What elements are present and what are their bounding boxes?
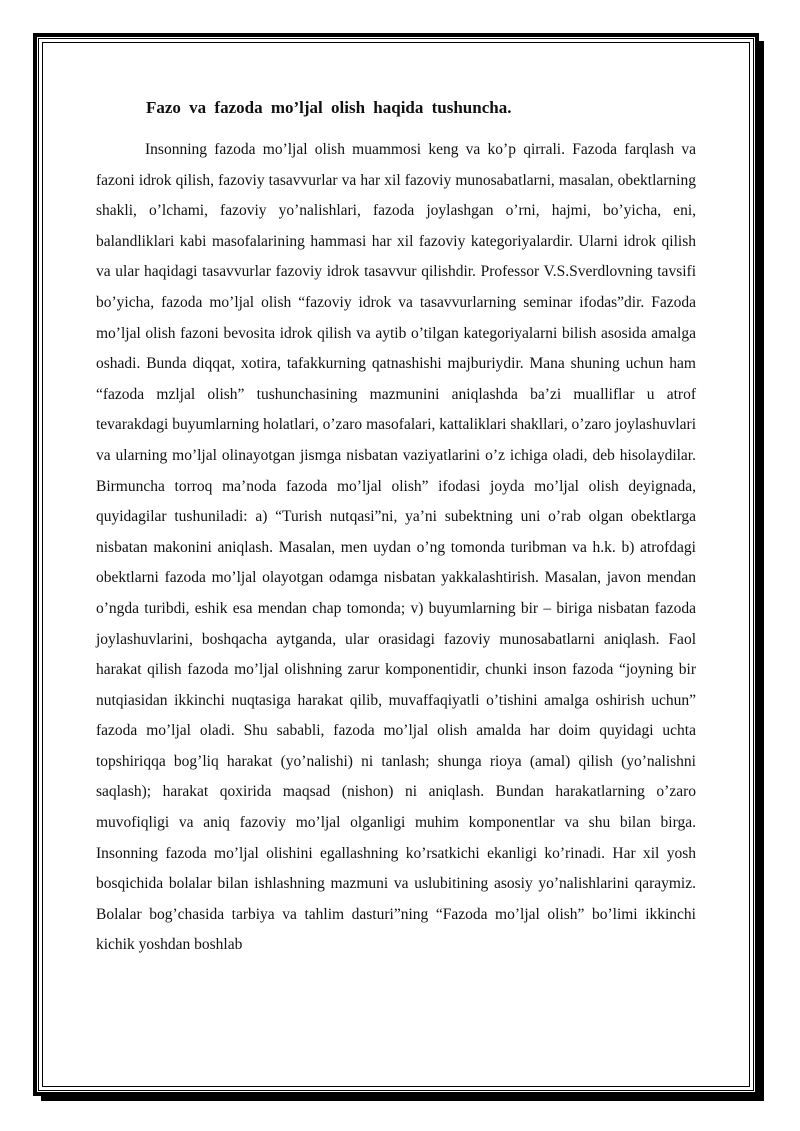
document-content (96, 90, 696, 977)
page-border-shadow-right (759, 41, 764, 1101)
document-title: Fazo va fazoda mo’ljal olish haqida tushuncha. (146, 98, 512, 117)
body-paragraph: Insonning fazoda mo’ljal olish muammosi keng va ko’p qirrali. Fazoda farqlash va fazoni idrok qilish, fazoviy tasavvurlar va har xil fazoviy munosabatlarni, masalan, obektlarning shakli, o’lchami, fazoviy yo’nalishlari, fazoda joylashgan o’rni, hajmi, bo’yicha, eni, balandliklari kabi masofalarining hammasi har xil fazoviy kategoriyalardir. Ularni idrok qilish va ular haqidagi tasavvurlar fazoviy idrok tasavvur qilishdir. Professor V.S.Sverdlovning tavsifi bo’yicha, fazoda mo’ljal olish “fazoviy idrok va tasavvurlarning seminar ifodas”dir. Fazoda mo’ljal olish fazoni bevosita idrok qilish va aytib o’tilgan kategoriyalarni bilish asosida amalga oshadi. Bunda diqqat, xotira, tafakkurning qatnashishi majburiydir. Mana shuning uchun ham “fazoda mzljal olish” tushunchasining mazmunini aniqlashda ba’zi mualliflar u atrof tevarakdagi buyumlarning holatlari, o’zaro masofalari, kattaliklari shakllari, o’zaro joylashuvlari va ularning mo’ljal olinayotgan jismga nisbatan vaziyatlarini o’z ichiga oladi, deb hisolaydilar. Birmuncha torroq ma’noda fazoda mo’ljal olish” ifodasi joyda mo’ljal olish deyignada, quyidagilar tushuniladi: a) “Turish nutqasi”ni, ya’ni subektning uni o’rab olgan obektlarga nisbatan makonini aniqlash. Masalan, men uydan o’ng tomonda turibman va h.k. b) atrofdagi obektlarni fazoda mo’ljal olayotgan odamga nisbatan yakkalashtirish. Masalan, javon mendan o’ngda turibdi, eshik esa mendan chap tomonda; v) buyumlarning bir – biriga nisbatan fazoda joylashuvlarini, boshqacha aytganda, ular orasidagi fazoviy munosabatlarni aniqlash. Faol harakat qilish fazoda mo’ljal olishning zarur komponentidir, chunki inson fazoda “joyning bir nutqiasidan ikkinchi nuqtasiga harakat qilib, muvaffaqiyatli o’tishini amalga oshirish uchun” fazoda mo’ljal oladi. Shu sababli, fazoda mo’ljal olish amalda har doim quyidagi uchta topshiriqqa bog’liq harakat (yo’nalishi) ni tanlash; shunga rioya (amal) qilish (yo’nalishni saqlash); harakat qoxirida maqsad (nishon) ni aniqlash. Bundan harakatlarning o’zaro muvofiqligi va aniq fazoviy mo’ljal olganligi muhim komponentlar va shu bilan birga. Insonning fazoda mo’ljal olishini egallashning ko’rsatkichi ekanligi ko’rinadi. Har xil yosh bosqichida bolalar bilan ishlashning mazmuni va uslubitining asosiy yo’nalishlarini qaraymiz. Bolalar bog’chasida tarbiya va tahlim dasturi”ning “Fazoda mo’ljal olish” bo’limi ikkinchi kichik yoshdan boshlab (96, 141, 696, 954)
page-border-shadow-bottom (41, 1096, 764, 1101)
